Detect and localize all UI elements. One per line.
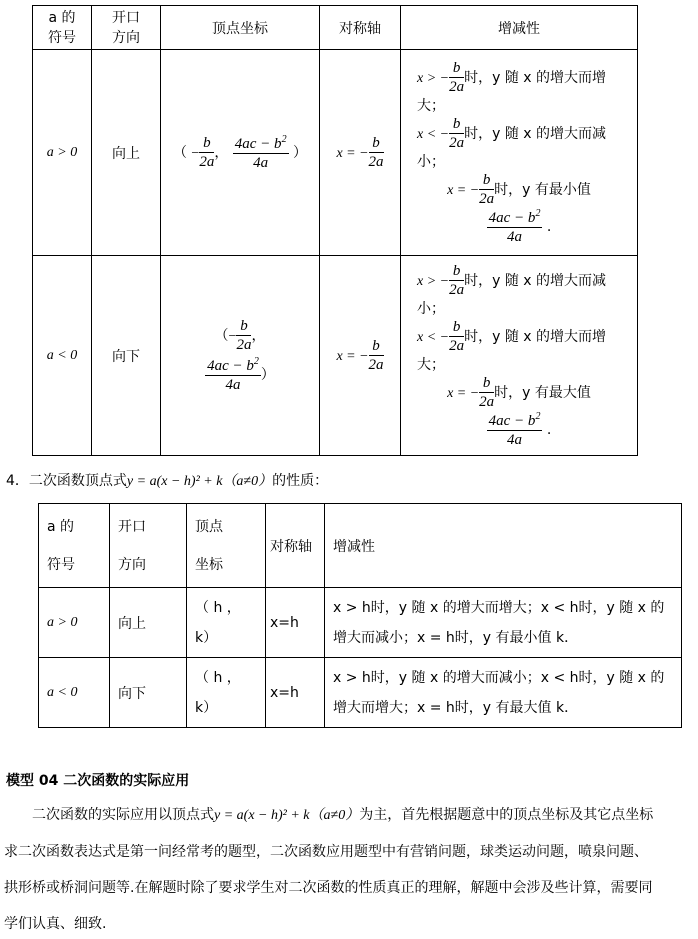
- properties-table-general: [32, 5, 638, 456]
- header-vertex: 顶点 坐标: [187, 504, 266, 588]
- open-cell: 向上: [110, 588, 187, 658]
- sign-cell: a > 0: [39, 588, 110, 658]
- header-sign: a 的 符号: [33, 6, 92, 50]
- model-paragraph: 二次函数的实际应用以顶点式y = a(x − h)² + k（a≠0）为主，首先根据题意中的顶点坐标及其它点坐标 求二次函数表达式是第一问经常考的题型，二次函数应用题型中有营销问题，球类运动问题，喷泉问题、 拱形桥或桥洞问题等.在解题时除了要求学生对二次函数的性质真正的理解，解题中会涉及些计算，需要同 学们认真、细致.: [4, 807, 654, 932]
- axis-cell: x=h: [266, 588, 325, 658]
- open-cell: 向上: [92, 50, 161, 256]
- monotonic-cell: x > h时，y 随 x 的增大而减小；x < h时，y 随 x 的 增大而增大；x = h时，y 有最大值 k．: [325, 658, 682, 728]
- vertex-cell: （ h ， k）: [187, 658, 266, 728]
- model-title: 模型 04 二次函数的实际应用: [6, 773, 190, 789]
- sign-cell: a < 0: [33, 256, 92, 456]
- monotonic-cell: x > h时，y 随 x 的增大而增大；x < h时，y 随 x 的 增大而减小；x = h时，y 有最小值 k．: [325, 588, 682, 658]
- header-sign: a 的 符号: [39, 504, 110, 588]
- header-monotonic: 增减性: [325, 504, 682, 588]
- axis-cell: x=h: [266, 658, 325, 728]
- header-open: 开口 方向: [92, 6, 161, 50]
- open-cell: 向下: [110, 658, 187, 728]
- sign-cell: a > 0: [33, 50, 92, 256]
- sign-cell: a < 0: [39, 658, 110, 728]
- axis-cell: x = − $\frac{b}{2a}$: [320, 50, 401, 256]
- header-monotonic: 增减性: [401, 6, 638, 50]
- header-open: 开口 方向: [110, 504, 187, 588]
- open-cell: 向下: [92, 256, 161, 456]
- header-axis: 对称轴: [320, 6, 401, 50]
- header-axis: 对称轴: [266, 504, 325, 588]
- section-4-heading: 4．二次函数顶点式y = a(x − h)² + k（a≠0）的性质：: [6, 473, 329, 489]
- vertex-cell: （− $\frac{b}{2a}$ ， $\frac{4ac - b^2}{4a}$ ）: [161, 256, 320, 456]
- monotonic-cell: x > − $\frac{b}{2a}$ 时，y 随 x 的增大而增大； x < − $\frac{b}{2a}$ 时，y 随 x 的增大而减小； x = − $\frac{b}{2a}$ 时，y 有最小值 $\frac{4ac - b^2}{4a}$ .: [401, 50, 638, 256]
- vertex-cell: （ − $\frac{b}{2a}$ ， $\frac{4ac - b^2}{4a}$ ）: [161, 50, 320, 256]
- monotonic-cell: x > − $\frac{b}{2a}$ 时，y 随 x 的增大而减小； x < − $\frac{b}{2a}$ 时，y 随 x 的增大而增大； x = − $\frac{b}{2a}$ 时，y 有最大值 $\frac{4ac - b^2}{4a}$ .: [401, 256, 638, 456]
- header-vertex: 顶点坐标: [161, 6, 320, 50]
- vertex-cell: （ h ， k）: [187, 588, 266, 658]
- properties-table-vertex-form: [38, 503, 682, 728]
- axis-cell: x = − $\frac{b}{2a}$: [320, 256, 401, 456]
